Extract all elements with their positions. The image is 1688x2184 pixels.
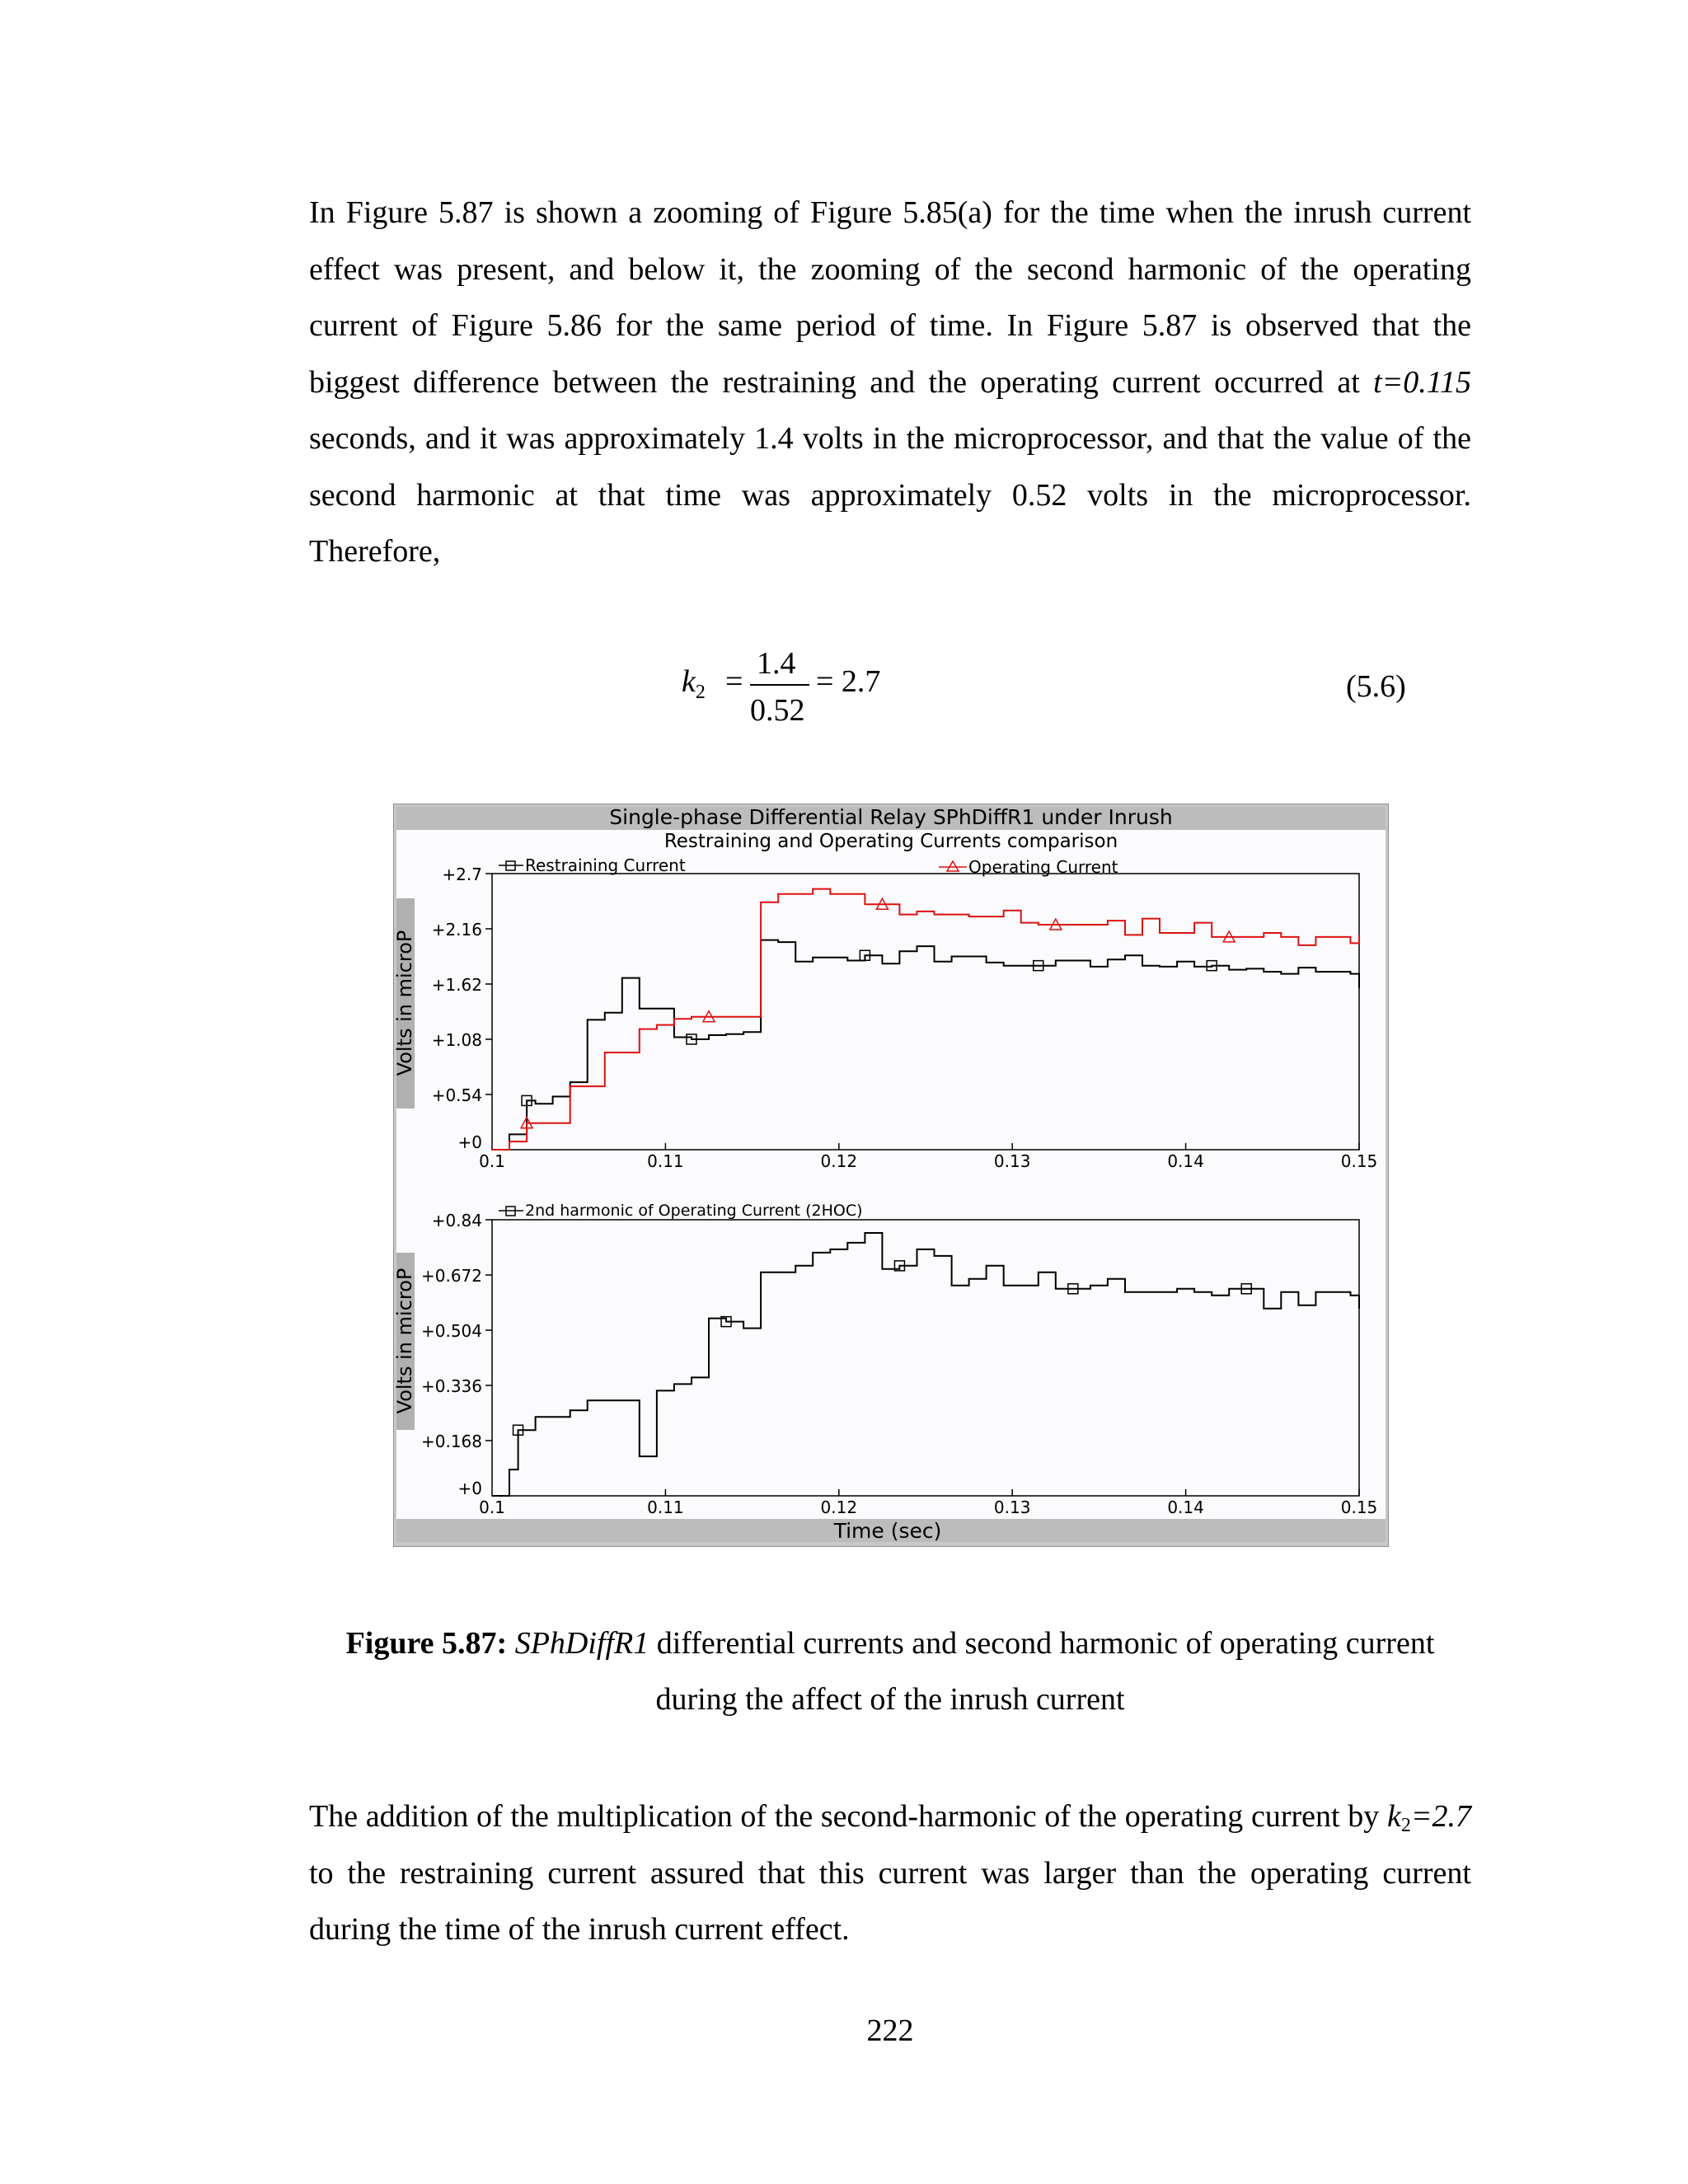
bottom-x-tick-label: 0.13 [993,1497,1031,1517]
top-y-tick-label: +2.16 [431,920,482,940]
paragraph-2-k-val: =2.7 [1410,1799,1471,1834]
top-ylabel: Volts in microP [393,930,416,1076]
top-y-tick-label: +0 [457,1132,482,1152]
body-paragraph-1 [309,185,1471,580]
chart-subtitle: Restraining and Operating Currents comparison [663,831,1118,852]
figure-5-87-chart [393,804,1389,1547]
page-number: 222 [866,2013,914,2048]
top-x-tick-label: 0.12 [820,1151,858,1171]
figure-caption [309,1615,1471,1727]
legend-operating-label: Operating Current [968,857,1118,877]
caption-text: differential currents and second harmonic of operating current during the affect of the inrush current [649,1626,1435,1717]
equation-number: (5.6) [1346,669,1406,704]
figure-plot-area [396,830,1386,1519]
bottom-y-tick-label: +0 [457,1479,482,1498]
top-x-tick-label: 0.15 [1340,1151,1378,1171]
bottom-y-tick-label: +0.168 [420,1432,482,1451]
paragraph-2-k-var: k [1386,1799,1401,1834]
bottom-xlabel: Time (sec) [833,1519,942,1543]
body-paragraph-2 [309,1788,1471,1958]
equation-equals: = [725,664,743,699]
equation-lhs [682,666,706,702]
bottom-ylabel: Volts in microP [393,1268,416,1414]
bottom-y-tick-label: +0.84 [431,1211,482,1230]
top-y-tick-label: +2.7 [442,865,482,884]
paragraph-1-text-b: seconds, and it was approximately 1.4 volts in the microprocessor, and that the value of the second harmonic at that time was approximately 0.52 volts in the microprocessor. Therefore, [309,421,1471,569]
top-x-tick-label: 0.13 [993,1151,1031,1171]
equation-fraction-bar [750,684,809,686]
top-x-tick-label: 0.14 [1167,1151,1204,1171]
bottom-x-tick-label: 0.1 [479,1497,505,1517]
paragraph-2-k-sub: 2 [1400,1815,1411,1836]
legend-2hoc [499,1202,863,1220]
top-y-tick-label: +1.62 [431,975,482,995]
equation-subscript: 2 [695,682,706,703]
bottom-y-tick-label: +0.504 [420,1321,482,1341]
top-x-tick-label: 0.1 [479,1151,505,1171]
top-y-tick-label: +0.54 [431,1085,482,1105]
bottom-x-tick-label: 0.15 [1340,1497,1378,1517]
equation-numerator: 1.4 [757,646,796,681]
legend-restraining-label: Restraining Current [525,855,686,875]
equation-var-k: k [682,664,696,699]
caption-label: Figure 5.87: [345,1626,508,1661]
bottom-x-tick-label: 0.12 [820,1497,858,1517]
top-x-tick-label: 0.11 [647,1151,684,1171]
paragraph-1-text-a: In Figure 5.87 is shown a zooming of Figure 5.85(a) for the time when the inrush current effect was present, and below it, the zooming of the second harmonic of the operating current of Figure 5.86 for the same period of time. In Figure 5.87 is observed that the biggest difference between the restraining and the operating current occurred at [309,195,1471,400]
paragraph-2-text-b: to the restraining current assured that this current was larger than the operating current during the time of the inrush current effect. [309,1855,1471,1947]
bottom-y-tick-label: +0.672 [420,1266,482,1286]
bottom-x-tick-label: 0.14 [1167,1497,1204,1517]
equation-result: = 2.7 [816,664,881,699]
equation-denominator: 0.52 [750,693,805,728]
bottom-x-tick-label: 0.11 [647,1497,684,1517]
legend-restraining [499,855,686,875]
bottom-y-tick-label: +0.336 [420,1376,482,1396]
chart-title: Single-phase Differential Relay SPhDiffR1 under Inrush [609,805,1173,829]
legend-2hoc-label: 2nd harmonic of Operating Current (2HOC) [525,1202,863,1220]
caption-relay-name: SPhDiffR1 [514,1626,649,1661]
paragraph-2-text-a: The addition of the multiplication of the second-harmonic of the operating current by [309,1799,1387,1834]
paragraph-1-time-value: t=0.115 [1373,364,1471,400]
top-y-tick-label: +1.08 [431,1030,482,1050]
